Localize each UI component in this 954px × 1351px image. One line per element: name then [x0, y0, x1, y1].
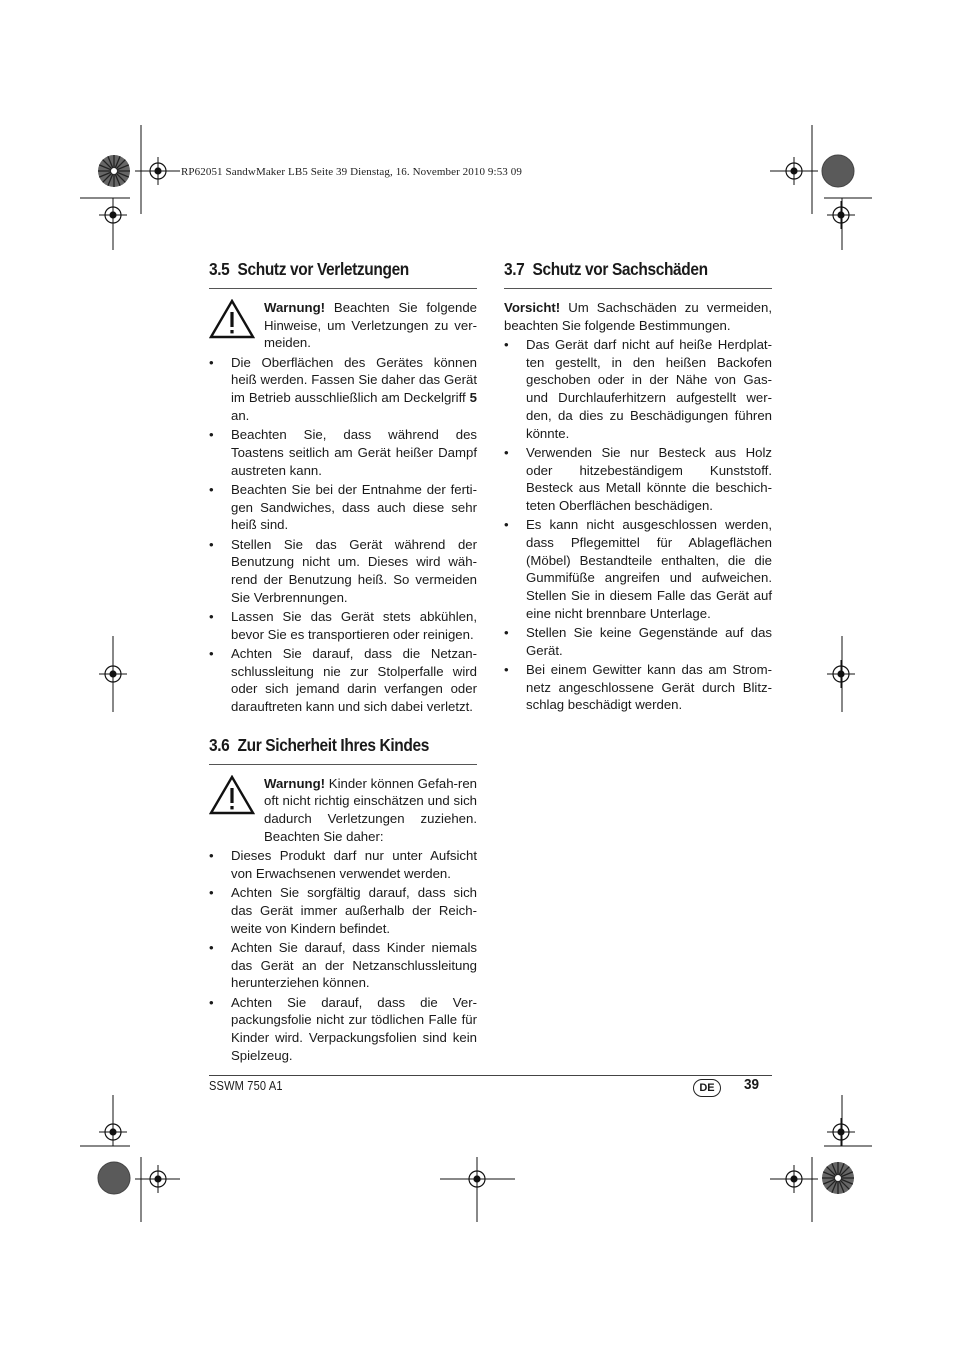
- list-item: [209, 645, 477, 716]
- section-3-6: [209, 732, 477, 1065]
- list-item-text: [231, 354, 477, 425]
- list-item-text: Das Gerät darf nicht auf heiße Herdplat-ten gestellt, in den heißen Backofen geschoben oder in der Nähe von Gas- und Durchlauferhitzern aufgestellt wer-den, da dies zu Beschädigungen führen könnte.: [526, 337, 772, 441]
- list-item-text: Verwenden Sie nur Besteck aus Holz oder hitzebeständigem Kunststoff. Besteck aus Metall könnte die beschich-teten Oberflächen beschädigen.: [526, 444, 772, 513]
- section-number: 3.7: [504, 259, 525, 279]
- bullet-icon: •: [209, 939, 214, 955]
- print-slug: RP62051 SandwMaker LB5 Seite 39 Dienstag, 16. November 2010 9:53 09: [181, 166, 522, 178]
- list-item-body: Die Oberflächen des Gerätes können heiß werden. Fassen Sie daher das Gerät im Betrieb ausschließlich am Deckelgriff: [231, 354, 477, 406]
- footer-divider: [209, 1075, 772, 1076]
- bullet-icon: •: [209, 427, 214, 443]
- caution-lead: Vorsicht!: [504, 300, 561, 315]
- bullet-icon: •: [209, 536, 214, 552]
- section-heading: [209, 256, 450, 288]
- bullet-icon: •: [504, 662, 509, 678]
- section-title: Schutz vor Sachschäden: [532, 259, 708, 279]
- list-item-text: Beachten Sie, dass während des Toastens seitlich am Gerät heißer Dampf austreten kann.: [231, 427, 477, 478]
- section-3-7: [504, 256, 772, 714]
- section-heading-wrap: [209, 732, 477, 765]
- list-item-text: Achten Sie darauf, dass die Netzan-schlussleitung nie zur Stolperfalle wird oder sich jemand darin verfangen oder darauftreten kann und sich dabei verletzt.: [231, 645, 477, 715]
- list-item: [209, 426, 477, 479]
- list-item: [209, 939, 477, 992]
- list-item: [209, 884, 477, 937]
- list-item: [504, 624, 772, 659]
- list-item: [209, 994, 477, 1065]
- section-heading-wrap: [504, 256, 772, 289]
- section-title: Zur Sicherheit Ihres Kindes: [237, 734, 429, 755]
- list-item-text: Achten Sie darauf, dass die Ver-packungsfolie nicht zur tödlichen Falle für Kinder wird. Verpackungsfolien sind kein Spielzeug.: [231, 994, 477, 1063]
- warning-box: [209, 299, 477, 352]
- list-item: [209, 536, 477, 607]
- list-item: [209, 481, 477, 534]
- list-item-text: Lassen Sie das Gerät stets abkühlen, bevor Sie es transportieren oder reinigen.: [231, 608, 477, 642]
- list-item: [504, 444, 772, 515]
- list-item-text: Achten Sie darauf, dass Kinder niemals das Gerät an der Netzanschlussleitung herunterziehen können.: [231, 939, 477, 991]
- section-heading: [209, 732, 450, 764]
- warning-lead: Warnung!: [264, 775, 326, 791]
- caution-body: Um Sachschäden zu vermeiden, beachten Sie folgende Bestimmungen.: [504, 300, 772, 333]
- section-3-5: [209, 256, 477, 716]
- list-item-text: Stellen Sie keine Gegenstände auf das Gerät.: [526, 625, 772, 658]
- list-item: [209, 608, 477, 643]
- list-item-text: Es kann nicht ausgeschlossen werden, dass Pflegemittel für Ablageflächen (Möbel) Bestandteile enthalten, die die Gummifüße angreifen und aufweichen. Stellen Sie in diesem Falle das Gerät auf eine nicht brennbare Unterlage.: [526, 517, 772, 621]
- section-number: 3.6: [209, 734, 230, 755]
- section-spacer: [209, 716, 477, 732]
- bullet-icon: •: [504, 625, 509, 641]
- part-number: 5: [469, 390, 477, 406]
- bullet-icon: •: [504, 444, 509, 460]
- model-number: SSWM 750 A1: [209, 1078, 283, 1093]
- bullet-icon: •: [209, 354, 214, 370]
- section-number: 3.5: [209, 259, 230, 279]
- list-item-text: Achten Sie sorgfältig darauf, dass sich das Gerät immer außerhalb der Reich-weite von Kindern befindet.: [231, 885, 477, 936]
- warning-body: Kinder können Gefah-ren oft nicht richtig einschätzen und sich dadurch Verletzungen zuziehen. Beachten Sie daher:: [264, 775, 477, 844]
- warning-body: Beachten Sie folgende Hinweise, um Verletzungen zu ver-meiden.: [264, 300, 477, 351]
- bullet-icon: •: [209, 994, 214, 1010]
- warning-box: [209, 775, 477, 846]
- list-item-text: Beachten Sie bei der Entnahme der ferti-gen Sandwiches, dass auch diese sehr heiß sind.: [231, 481, 477, 533]
- warning-triangle-icon: [209, 775, 264, 815]
- safety-list: [209, 354, 477, 716]
- list-item-text: Bei einem Gewitter kann das am Strom-netz angeschlossene Gerät durch Blitz-schlag beschädigt werden.: [526, 662, 772, 713]
- section-title: Schutz vor Verletzungen: [237, 259, 409, 279]
- page-number: 39: [744, 1076, 760, 1093]
- bullet-icon: •: [209, 608, 214, 624]
- warning-text: [264, 299, 477, 352]
- warning-triangle-icon: [209, 299, 264, 339]
- section-heading-wrap: [209, 256, 477, 289]
- list-item-text: Stellen Sie das Gerät während der Benutzung nicht um. Dieses wird wäh-rend der Benutzung heiß. So vermeiden Sie Verbrennungen.: [231, 536, 477, 605]
- property-damage-list: [504, 336, 772, 714]
- left-column: [209, 256, 477, 1064]
- right-column: [504, 256, 772, 714]
- warning-lead: Warnung!: [264, 300, 326, 315]
- section-heading: [504, 256, 745, 288]
- list-item: [209, 354, 477, 425]
- language-badge: DE: [693, 1079, 721, 1097]
- list-item-text: Dieses Produkt darf nur unter Aufsicht von Erwachsenen verwendet werden.: [231, 848, 477, 881]
- list-item: [504, 336, 772, 442]
- bullet-icon: •: [209, 481, 214, 497]
- list-item: [209, 847, 477, 882]
- bullet-icon: •: [209, 885, 214, 901]
- list-item: [504, 516, 772, 622]
- caution-text: [504, 299, 772, 334]
- child-safety-list: [209, 847, 477, 1064]
- bullet-icon: •: [209, 848, 214, 864]
- bullet-icon: •: [209, 645, 214, 661]
- bullet-icon: •: [504, 337, 509, 352]
- list-item-tail: an.: [231, 407, 250, 423]
- list-item: [504, 661, 772, 714]
- bullet-icon: •: [504, 517, 509, 533]
- warning-text: [264, 775, 477, 846]
